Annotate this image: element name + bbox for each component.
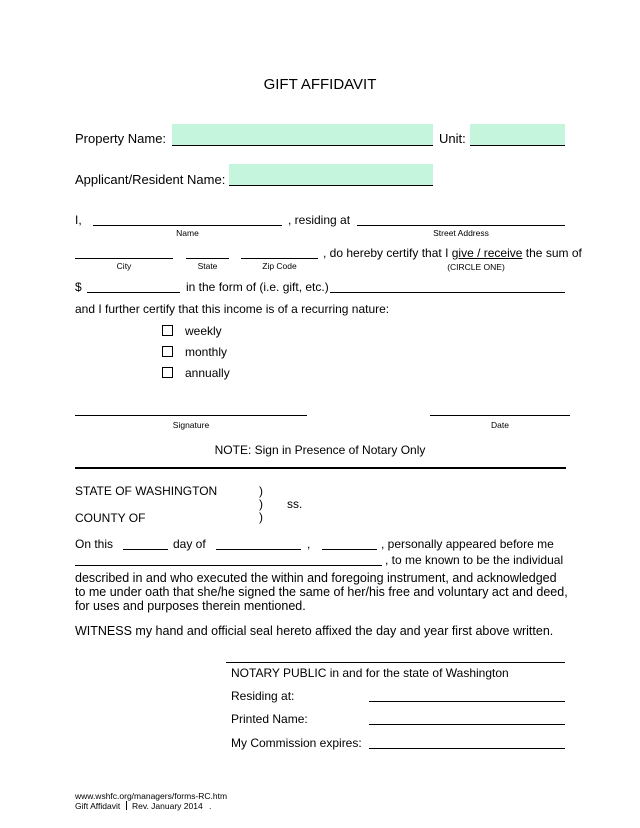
state-of-washington: STATE OF WASHINGTON: [75, 484, 218, 498]
city-line[interactable]: [75, 258, 173, 259]
footer-url: www.wshfc.org/managers/forms-RC.htm: [75, 791, 228, 801]
annually-label: annually: [185, 366, 230, 380]
commission-label: My Commission expires:: [231, 736, 362, 750]
unit-label: Unit:: [439, 131, 466, 146]
day-line[interactable]: [123, 549, 168, 550]
notary-signature-line[interactable]: [226, 662, 565, 663]
certify-text: [323, 246, 582, 260]
zip-line[interactable]: [241, 258, 318, 259]
residing-at-label: , residing at: [288, 213, 351, 227]
ss-label: ss.: [287, 497, 303, 511]
applicant-name-label: Applicant/Resident Name:: [75, 172, 226, 187]
year-line[interactable]: [322, 549, 377, 550]
appeared-label: , personally appeared before me: [381, 537, 554, 551]
state-caption: State: [197, 261, 218, 271]
property-name-label: Property Name:: [75, 131, 167, 146]
monthly-checkbox[interactable]: [162, 346, 173, 357]
weekly-label: weekly: [185, 324, 222, 338]
page-title: GIFT AFFIDAVIT: [263, 76, 377, 93]
commission-line[interactable]: [369, 748, 565, 749]
notary-public-label: NOTARY PUBLIC in and for the state of Washington: [231, 666, 509, 680]
amount-line[interactable]: [87, 292, 180, 293]
name-line[interactable]: [93, 225, 282, 226]
footer-form: [75, 801, 211, 811]
date-line[interactable]: [430, 415, 570, 416]
annually-checkbox[interactable]: [162, 367, 173, 378]
printed-name-line[interactable]: [369, 724, 565, 725]
weekly-checkbox[interactable]: [162, 325, 173, 336]
dollar-sign: $: [75, 280, 82, 294]
sum-of-label: the sum of: [525, 246, 582, 260]
i-label: I,: [75, 213, 82, 227]
form-of-label: in the form of (i.e. gift, etc.): [186, 280, 329, 294]
footer-form-name: Gift Affidavit: [75, 801, 121, 811]
monthly-label: monthly: [185, 345, 228, 359]
notary-note: NOTE: Sign in Presence of Notary Only: [214, 443, 426, 457]
notary-residing-line[interactable]: [369, 701, 565, 702]
signature-caption: Signature: [172, 420, 210, 430]
recurring-statement: and I further certify that this income is of a recurring nature:: [75, 302, 390, 316]
paren-2: ): [259, 497, 263, 511]
described-paragraph: described in and who executed the within and foregoing instrument, and acknowledged to me under oath that she/he signed the same of her/his free and voluntary act and deed, for uses and purposes therein mentioned.: [75, 571, 568, 613]
zip-caption: Zip Code: [262, 261, 297, 271]
county-of: COUNTY OF: [75, 511, 146, 525]
on-this-label: On this: [75, 537, 114, 551]
section-divider: [75, 467, 566, 469]
signature-line[interactable]: [75, 415, 307, 416]
paren-3: ): [259, 510, 263, 524]
give-receive-choice[interactable]: give / receive: [451, 246, 523, 260]
footer-dot: .: [209, 801, 212, 811]
certify-label: , do hereby certify that I: [323, 246, 449, 260]
applicant-name-field[interactable]: [229, 164, 433, 186]
witness-statement: WITNESS my hand and official seal hereto affixed the day and year first above written.: [75, 624, 554, 638]
month-line[interactable]: [216, 549, 301, 550]
date-caption: Date: [491, 420, 509, 430]
printed-name-label: Printed Name:: [231, 712, 308, 726]
city-caption: City: [116, 261, 132, 271]
known-label: , to me known to be the individual: [385, 553, 564, 567]
form-of-line[interactable]: [330, 292, 565, 293]
name-caption: Name: [176, 228, 199, 238]
footer-separator: [126, 801, 127, 810]
footer-revision: Rev. January 2014: [131, 801, 203, 811]
street-address-line[interactable]: [357, 225, 565, 226]
day-of-label: day of: [173, 537, 206, 551]
property-name-field[interactable]: [172, 124, 433, 146]
paren-1: ): [259, 484, 263, 498]
street-address-caption: Street Address: [433, 228, 489, 238]
comma-label: ,: [307, 537, 311, 551]
unit-field[interactable]: [470, 124, 565, 146]
circle-one-caption: (CIRCLE ONE): [447, 262, 505, 272]
notary-residing-label: Residing at:: [231, 689, 295, 703]
individual-name-line[interactable]: [75, 565, 382, 566]
state-line[interactable]: [186, 258, 229, 259]
